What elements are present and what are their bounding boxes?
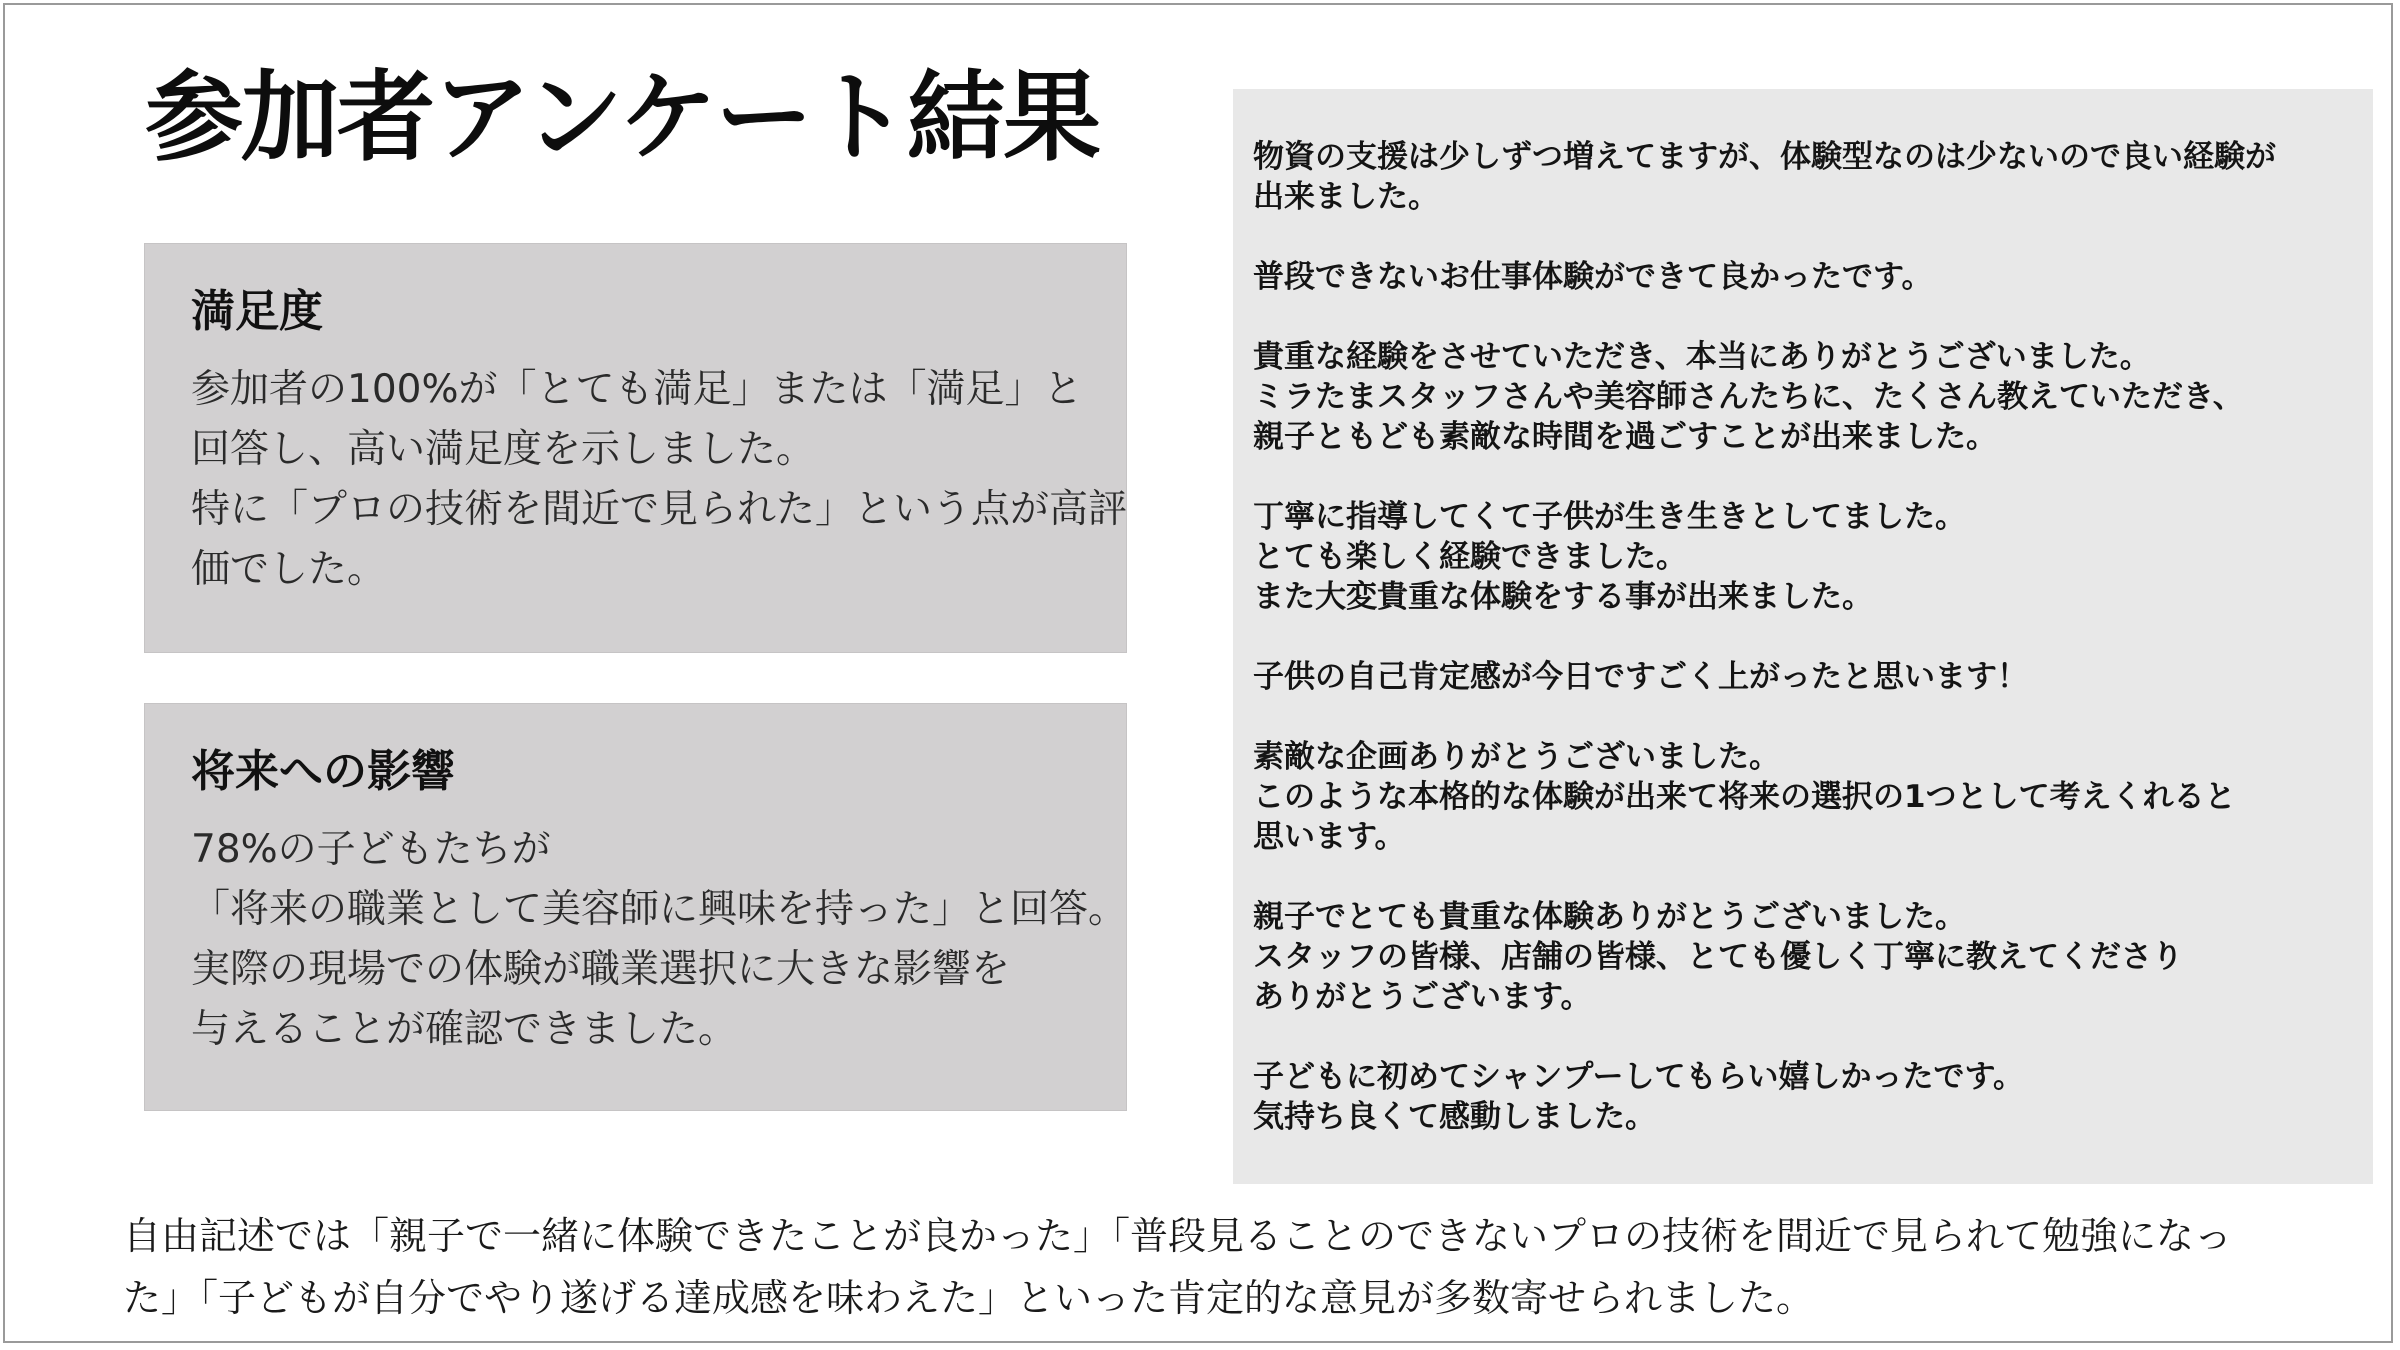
future-impact-line: 与えることが確認できました。: [191, 1007, 738, 1052]
future-impact-line: 78%の子どもたちが: [191, 827, 551, 872]
comment-line: 子どもに初めてシャンプーしてもらい嬉しかったです。: [1253, 1059, 2024, 1095]
comment: [1253, 737, 2353, 857]
comment-line: とても楽しく経験できました。: [1253, 539, 1687, 575]
comment-line: ミラたまスタッフさんや美容師さんたちに、たくさん教えていただき、: [1253, 379, 2244, 415]
comment: [1253, 337, 2353, 457]
comment: [1253, 1057, 2353, 1137]
comment: [1253, 137, 2353, 217]
comment-line: 思います。: [1253, 819, 1406, 855]
satisfaction-card: [144, 243, 1127, 653]
comment-line: 出来ました。: [1253, 179, 1439, 215]
summary-text: [123, 1205, 2232, 1329]
comment-line: ありがとうございます。: [1253, 979, 1592, 1015]
future-impact-heading: 将来への影響: [191, 746, 455, 797]
comment-line: 貴重な経験をさせていただき、本当にありがとうございました。: [1253, 339, 2151, 375]
satisfaction-line: 参加者の100%が「とても満足」または「満足」と: [191, 367, 1083, 412]
comment-line: 素敵な企画ありがとうございました。: [1253, 739, 1780, 775]
satisfaction-body: [191, 360, 1128, 600]
comment: [1253, 657, 2353, 697]
summary-line: た」「子どもが自分でやり遂げる達成感を味わえた」といった肯定的な意見が多数寄せられました。: [123, 1276, 1815, 1320]
comment-line: 気持ち良くて感動しました。: [1253, 1099, 1656, 1135]
comment: [1253, 497, 2353, 617]
comment-line: 親子でとても貴重な体験ありがとうございました。: [1253, 899, 1966, 935]
satisfaction-line: 価でした。: [191, 547, 387, 592]
comment-line: 子供の自己肯定感が今日ですごく上がったと思います！: [1253, 659, 2028, 695]
comment-line: スタッフの皆様、店舗の皆様、とても優しく丁寧に教えてくださり: [1253, 939, 2183, 975]
satisfaction-line: 特に「プロの技術を間近で見られた」という点が高評: [191, 487, 1128, 532]
future-impact-line: 「将来の職業として美容師に興味を持った」と回答。: [191, 887, 1128, 932]
comment-line: 普段できないお仕事体験ができて良かったです。: [1253, 259, 1933, 295]
comment-line: このような本格的な体験が出来て将来の選択の1つとして考えくれると: [1253, 779, 2236, 815]
future-impact-line: 実際の現場での体験が職業選択に大きな影響を: [191, 947, 1011, 992]
comment-line: また大変貴重な体験をする事が出来ました。: [1253, 579, 1873, 615]
comment-line: 親子ともども素敵な時間を過ごすことが出来ました。: [1253, 419, 1997, 455]
satisfaction-heading: 満足度: [191, 286, 323, 337]
comment: [1253, 257, 2353, 297]
satisfaction-line: 回答し、高い満足度を示しました。: [191, 427, 816, 472]
comment-line: 物資の支援は少しずつ増えてますが、体験型なのは少ないので良い経験が: [1253, 139, 2276, 175]
future-impact-card: [144, 703, 1127, 1111]
slide: [3, 3, 2393, 1343]
summary-line: 自由記述では「親子で一緒に体験できたことが良かった」「普段見ることのできないプロの技術を間近で見られて勉強になっ: [123, 1214, 2233, 1258]
future-impact-body: [191, 820, 1128, 1060]
page-title: 参加者アンケート結果: [145, 61, 1100, 175]
comments-panel: [1233, 89, 2373, 1184]
comment: [1253, 897, 2353, 1017]
comment-line: 丁寧に指導してくて子供が生き生きとしてました。: [1253, 499, 1966, 535]
